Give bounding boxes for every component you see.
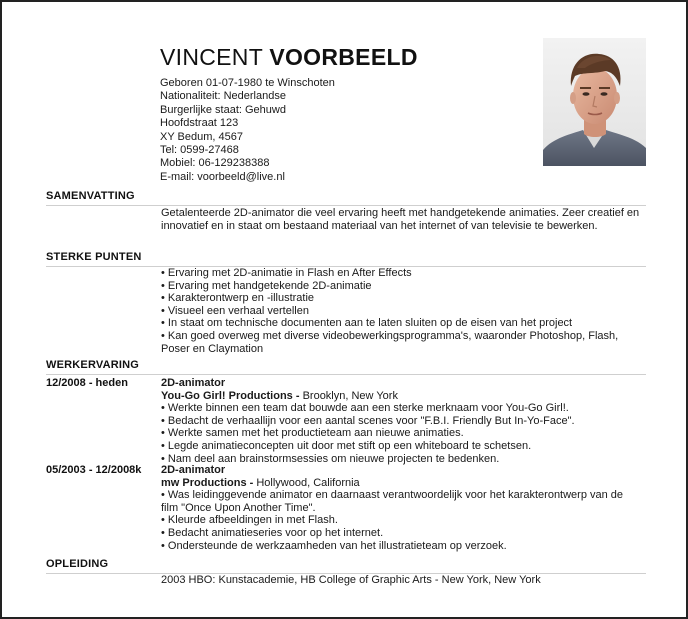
contact-birth: Geboren 01-07-1980 te Winschoten (160, 77, 335, 89)
list-item: • Visueel een verhaal vertellen (161, 304, 309, 317)
contact-mobile: Mobiel: 06-129238388 (160, 157, 270, 170)
job-1-location: Brooklyn, New York (299, 389, 398, 402)
last-name: VOORBEELD (269, 44, 418, 70)
job-2-employer (161, 477, 641, 490)
job-2-dates: 05/2003 - 12/2008k (46, 464, 142, 476)
list-item: • Ervaring met handgetekende 2D-animatie (161, 279, 372, 292)
summary-text: Getalenteerde 2D-animator die veel ervaring heeft met handgetekende animaties. Zeer creatief en innovatief en in staat om bestaand materiaal van het internet of van televisie te bewerken. (161, 207, 640, 232)
list-item: • Bedacht animatieseries voor op het internet. (161, 526, 384, 539)
contact-street: Hoofdstraat 123 (160, 117, 239, 130)
job-1-title: 2D-animator (161, 377, 226, 389)
list-item: • In staat om technische documenten aan te laten sluiten op de eisen van het project (161, 317, 573, 330)
job-1-company: You-Go Girl! Productions - (161, 389, 300, 402)
strengths-heading: STERKE PUNTEN (46, 251, 142, 263)
education-heading: OPLEIDING (46, 558, 109, 570)
contact-details (160, 77, 335, 184)
list-item: • Nam deel aan brainstormsessies om nieuwe projecten te bedenken. (161, 452, 500, 465)
job-1-employer (161, 390, 641, 403)
experience-heading: WERKERVARING (46, 359, 140, 371)
job-1-dates: 12/2008 - heden (46, 377, 128, 389)
list-item: • Legde animatieconcepten uit door met stift op een whiteboard te schetsen. (161, 439, 532, 452)
strengths-list (161, 267, 641, 355)
list-item: • Ondersteunde de werkzaamheden van het illustratieteam op verzoek. (161, 539, 507, 552)
portrait-image (543, 38, 646, 166)
job-2-title: 2D-animator (161, 464, 226, 476)
list-item: • Bedacht de verhaallijn voor een aantal scenes voor "F.B.I. Friendly But In-Yo-Face". (161, 414, 575, 427)
list-item: • Werkte binnen een team dat bouwde aan een sterke merknaam voor You-Go Girl!. (161, 402, 569, 415)
contact-marital-status: Burgerlijke staat: Gehuwd (160, 103, 286, 116)
contact-email: E-mail: voorbeeld@live.nl (160, 170, 285, 183)
list-item: • Was leidinggevende animator en daarnaast verantwoordelijk voor het karakterontwerp van de film "Once Upon Another Time". (161, 489, 624, 514)
job-2-company: mw Productions - (161, 476, 254, 489)
contact-city: XY Bedum, 4567 (160, 130, 243, 143)
first-name: VINCENT (160, 44, 263, 70)
education-entry: 2003 HBO: Kunstacademie, HB College of Graphic Arts - New York, New York (161, 574, 541, 586)
list-item: • Karakterontwerp en -illustratie (161, 292, 315, 305)
summary-heading: SAMENVATTING (46, 190, 135, 202)
job-2 (161, 464, 641, 552)
contact-nationality: Nationaliteit: Nederlandse (160, 90, 286, 103)
contact-phone: Tel: 0599-27468 (160, 144, 239, 157)
profile-photo (543, 38, 646, 166)
experience-divider (46, 374, 646, 375)
job-2-location: Hollywood, California (253, 476, 360, 489)
list-item: • Kleurde afbeeldingen in met Flash. (161, 514, 338, 527)
list-item: • Kan goed overweg met diverse videobewerkingsprogramma's, waaronder Photoshop, Flash, Poser en Claymation (161, 329, 619, 355)
list-item: • Werkte samen met het productieteam aan nieuwe animaties. (161, 427, 464, 440)
summary-divider (46, 205, 646, 206)
list-item: • Ervaring met 2D-animatie in Flash en After Effects (161, 267, 412, 279)
candidate-name (160, 44, 418, 71)
job-1 (161, 377, 641, 465)
